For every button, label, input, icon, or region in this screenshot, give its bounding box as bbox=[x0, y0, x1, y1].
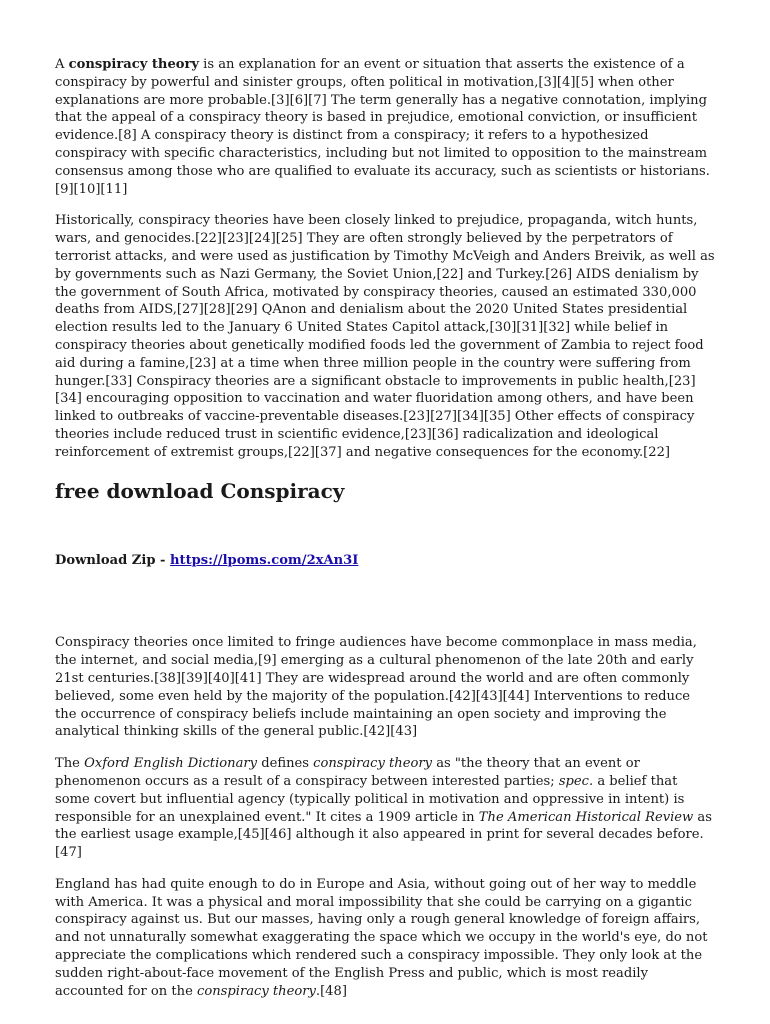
media-paragraph: Conspiracy theories once limited to fringe audiences have become commonplace in mass media, the internet, and social media,[9] emerging as a cultural phenomenon of the late 20th and early 21st centuries.[38][39][40][41] They are widespread around the world and are often commonly believed, some even held by the majority of the population.[42][43][44] Interventions to reduce the occurrence of conspiracy beliefs include maintaining an open society and improving the analytical thinking skills of the general public.[42][43] bbox=[55, 635, 697, 740]
england-end: .[48] bbox=[315, 983, 347, 999]
england-term: conspiracy theory bbox=[197, 983, 316, 999]
england-paragraph bbox=[55, 876, 715, 1001]
oed-term: conspiracy theory bbox=[313, 756, 433, 772]
oed-t5: as the earliest usage example,[45][46] although it also appeared in print for several decades before.[47] bbox=[55, 809, 712, 861]
history-paragraph: Historically, conspiracy theories have been closely linked to prejudice, propaganda, witch hunts, wars, and genocides.[22][23][24][25] They are often strongly believed by the perpetrators of terrorist attacks, and were used as justification by Timothy McVeigh and Anders Breivik, as well as by governments such as Nazi Germany, the Soviet Union,[22] and Turkey.[26] AIDS denialism by the government of South Africa, motivated by conspiracy theories, caused an estimated 330,000 deaths from AIDS,[27][28][29] QAnon and denialism about the 2020 United States presidential election results led to the January 6 United States Capitol attack,[30][31][32] while belief in conspiracy theories about genetically modified foods led the government of Zambia to reject food aid during a famine,[23] at a time when three million people in the country were suffering from hunger.[33] Conspiracy theories are a significant obstacle to improvements in public health,[23][34] encouraging opposition to vaccination and water fluoridation among others, and have been linked to outbreaks of vaccine-preventable diseases.[23][27][34][35] Other effects of conspiracy theories include reduced trust in scientific evidence,[23][36] radicalization and ideological reinforcement of extremist groups,[22][37] and negative consequences for the economy.[22] bbox=[55, 213, 715, 460]
oed-paragraph bbox=[55, 755, 715, 862]
oed-spec: spec. bbox=[558, 773, 594, 789]
oed-t3: as "the theory that an event or phenomenon occurs as a result of a conspiracy between interested parties; bbox=[55, 756, 640, 789]
oed-t1: The bbox=[55, 756, 85, 772]
intro-rest: is an explanation for an event or situation that asserts the existence of a conspiracy by powerful and sinister groups, often political in motivation,[3][4][5] when other explanations are more probable.[3][6][7] The term generally has a negative connotation, implying that the appeal of a conspiracy theory is based in prejudice, emotional conviction, or insufficient evidence.[8] A conspiracy theory is distinct from a conspiracy; it refers to a hypothesized conspiracy with specific characteristics, including but not limited to opposition to the mainstream consensus among those who are qualified to evaluate its accuracy, such as scientists or historians.[9][10][11] bbox=[55, 57, 710, 197]
download-line bbox=[55, 552, 715, 570]
intro-lead: A bbox=[55, 57, 69, 72]
download-label: Download Zip - bbox=[55, 552, 171, 568]
oed-journal: The American Historical Review bbox=[478, 809, 694, 825]
oed-t2: defines bbox=[257, 756, 314, 772]
england-text: England has had quite enough to do in Europe and Asia, without going out of her way to meddle with America. It was a physical and moral impossibility that she could be carrying on a gigantic conspiracy against us. But our masses, having only a rough general knowledge of foreign affairs, and not unnaturally somewhat exaggerating the space which we occupy in the world's eye, do not appreciate the complications which rendered such a conspiracy impossible. They only look at the sudden right-about-face movement of the English Press and public, which is most readily accounted for on the bbox=[55, 876, 708, 999]
download-link[interactable]: https://lpoms.com/2xAn3I bbox=[170, 552, 359, 568]
intro-term: conspiracy theory bbox=[68, 57, 200, 72]
oed-title: Oxford English Dictionary bbox=[84, 756, 258, 772]
section-heading: free download Conspiracy bbox=[55, 478, 345, 503]
oed-t4: a belief that some covert but influential agency (typically political in motivation and oppressive in intent) is responsible for an unexplained event." It cites a 1909 article in bbox=[55, 773, 685, 825]
intro-paragraph bbox=[55, 56, 715, 198]
